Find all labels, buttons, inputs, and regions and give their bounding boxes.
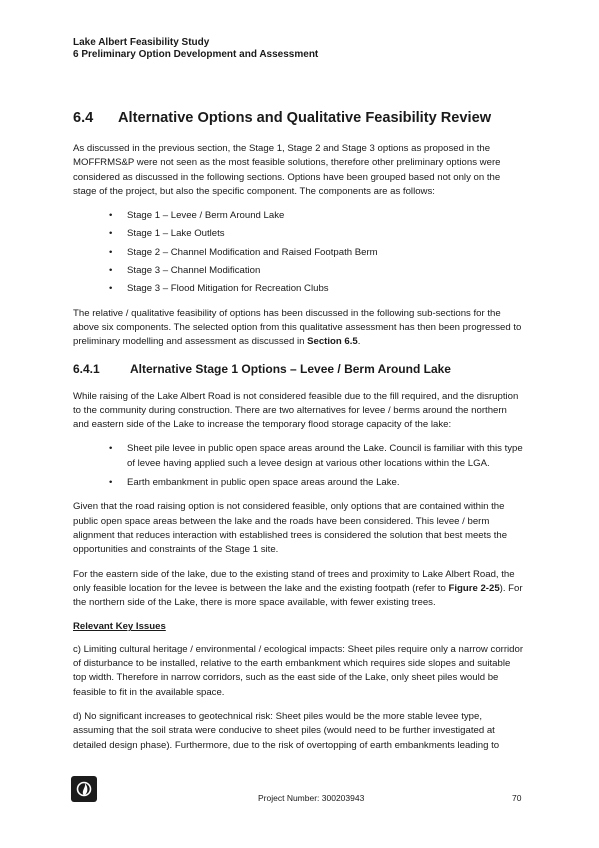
components-list <box>73 209 525 296</box>
list-item: • Stage 1 – Lake Outlets <box>73 227 525 241</box>
subsection-title: Alternative Stage 1 Options – Levee / Berm Around Lake <box>130 361 451 376</box>
subsection-heading <box>73 362 525 376</box>
issue-d-paragraph: d) No significant increases to geotechnical risk: Sheet piles would be the more stable levee type, assuming that the soil strata were conducive to sheet piles (would need to be further investigated at detailed design phase). Furthermore, due to the risk of overtopping of earth embankments leading to <box>73 710 500 751</box>
document-title: Lake Albert Feasibility Study <box>73 37 210 48</box>
section-intro: As discussed in the previous section, the Stage 1, Stage 2 and Stage 3 options as proposed in the MOFFRMS&P were not seen as the most feasible solutions, therefore other preliminary options were considered as discussed in the following sections. Options have been grouped based not only on the stage of the project, but also the specific component. The components are as follows: <box>73 143 501 197</box>
chapter-title: 6 Preliminary Option Development and Assessment <box>73 49 319 60</box>
list-item: • Stage 3 – Flood Mitigation for Recreation Clubs <box>73 282 525 296</box>
page-header <box>73 37 318 61</box>
figure-reference: Figure 2-25 <box>448 582 500 594</box>
section-reference: Section 6.5 <box>307 336 358 348</box>
list-item: • Stage 1 – Levee / Berm Around Lake <box>73 209 525 223</box>
list-item: • Sheet pile levee in public open space areas around the Lake. Council is familiar with this type of levee having applied such a levee design at various other locations within the LGA. <box>73 442 525 471</box>
section-number: 6.4 <box>73 110 94 126</box>
after-list-paragraph: The relative / qualitative feasibility of options has been discussed in the following sub-sections for the above six components. The selected option from this qualitative assessment has then been progressed to preliminary modelling and assessment as discussed in Section 6.5. <box>73 307 522 348</box>
options-list <box>73 442 525 490</box>
section-title: Alternative Options and Qualitative Feasibility Review <box>118 110 492 126</box>
section-heading <box>73 110 525 126</box>
subsection-paragraph-1: While raising of the Lake Albert Road is not considered feasible due to the fill required, and the disruption to the community during construction. There are two alternatives for levee / berms around the northern and eastern side of the Lake to increase the temporary flood storage capacity of the lake: <box>73 390 519 431</box>
list-item: • Earth embankment in public open space areas around the Lake. <box>73 476 525 490</box>
subsection-number: 6.4.1 <box>73 361 100 376</box>
issue-c-paragraph: c) Limiting cultural heritage / environmental / ecological impacts: Sheet piles require only a narrow corridor of disturbance to be installed, relative to the earth embankment which requires side slopes and suitable top width. Therefore in narrow corridors, such as the east side of the Lake, only sheet piles would be feasible to fit in the available space. <box>73 643 524 698</box>
key-issues-heading: Relevant Key Issues <box>73 621 166 633</box>
subsection-paragraph-3: For the eastern side of the lake, due to the existing stand of trees and proximity to Lake Albert Road, the only feasible location for the levee is between the lake and the existing footpath (refer to Figure 2-25). For the northern side of the Lake, there is more space available, with fewer existing trees. <box>73 568 523 609</box>
list-item: • Stage 3 – Channel Modification <box>73 264 525 278</box>
project-number: Project Number: 300203943 <box>258 793 365 803</box>
company-logo-icon <box>71 776 97 802</box>
list-item: • Stage 2 – Channel Modification and Raised Footpath Berm <box>73 246 525 260</box>
page-content <box>73 110 525 763</box>
page-number: 70 <box>512 793 522 803</box>
subsection-paragraph-2: Given that the road raising option is not considered feasible, only options that are contained within the public open space areas between the lake and the roads have been considered. This levee / berm alignment that reduces interaction with established trees is considered the solution that best meets the opportunities and constraints of the Stage 1 site. <box>73 501 508 556</box>
